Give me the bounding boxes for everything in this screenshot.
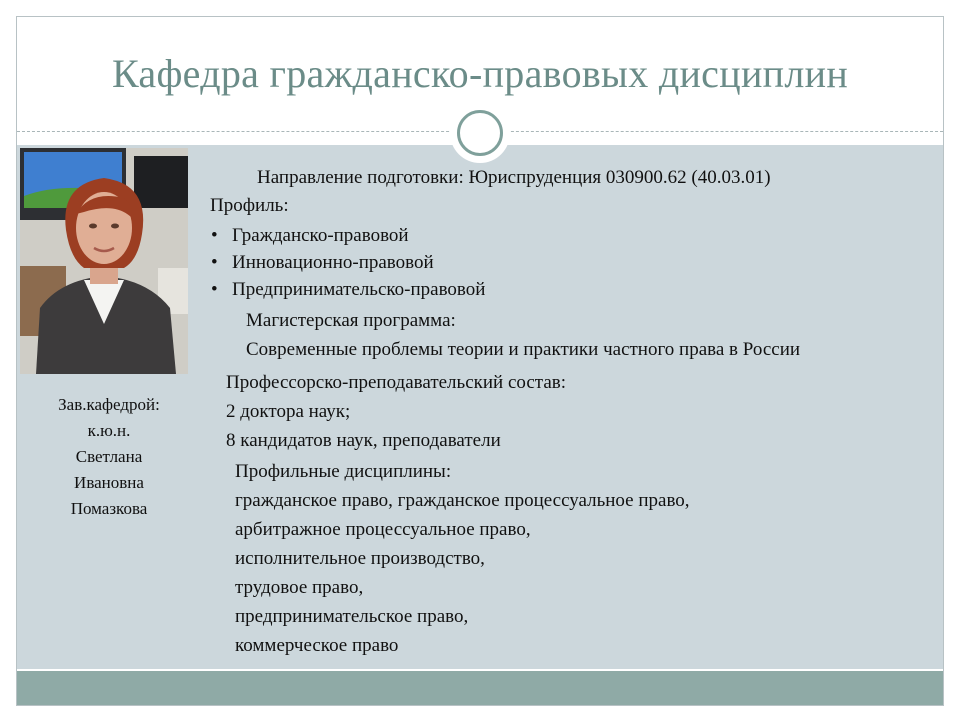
- discipline-item: гражданское право, гражданское процессуальное право,: [235, 490, 690, 511]
- staff-line: 8 кандидатов наук, преподаватели: [226, 430, 501, 451]
- profile-label: Профиль:: [210, 195, 289, 216]
- caption-position: Зав.кафедрой:: [58, 395, 160, 414]
- discipline-item: коммерческое право: [235, 635, 399, 656]
- discipline-item: арбитражное процессуальное право,: [235, 519, 531, 540]
- department-head-photo: [20, 148, 188, 374]
- master-program-label: Магистерская программа:: [246, 310, 456, 331]
- caption-patronymic: Ивановна: [74, 473, 144, 492]
- footer-bar: [17, 671, 943, 705]
- profile-item: • Гражданско-правовой: [210, 222, 485, 249]
- profile-item: • Инновационно-правовой: [210, 249, 485, 276]
- training-direction: Направление подготовки: Юриспруденция 030900.62 (40.03.01): [257, 167, 771, 188]
- discipline-item: исполнительное производство,: [235, 548, 485, 569]
- staff-block: [226, 368, 566, 455]
- profile-list: [210, 222, 485, 303]
- circle-ornament-icon: [450, 103, 510, 163]
- master-program-title: Современные проблемы теории и практики частного права в России: [246, 339, 801, 360]
- staff-line: 2 доктора наук;: [226, 401, 351, 422]
- disciplines-label: Профильные дисциплины:: [235, 461, 452, 482]
- discipline-item: трудовое право,: [235, 577, 364, 598]
- caption-surname: Помазкова: [70, 499, 148, 518]
- staff-label: Профессорско-преподавательский состав:: [226, 372, 567, 393]
- profile-item: • Предпринимательско-правовой: [210, 276, 485, 303]
- caption-first-name: Светлана: [75, 447, 143, 466]
- discipline-item: предпринимательское право,: [235, 606, 469, 627]
- slide-title: Кафедра гражданско-правовых дисциплин: [111, 51, 849, 96]
- disciplines-block: [235, 457, 690, 660]
- department-head-caption: [20, 392, 198, 522]
- caption-degree: к.ю.н.: [87, 421, 131, 440]
